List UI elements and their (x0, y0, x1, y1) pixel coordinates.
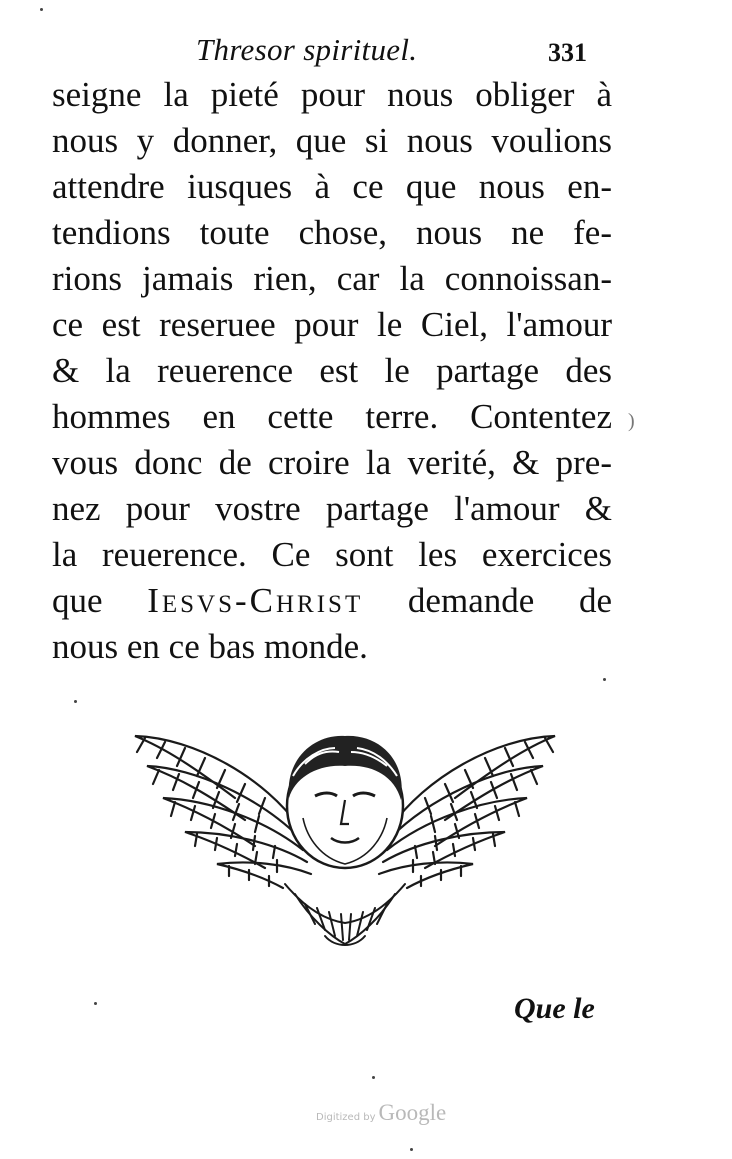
text-line: ce est reseruee pour le Ciel, l'amour (52, 305, 612, 344)
ink-speck (603, 678, 606, 681)
text-line-with-name (52, 578, 612, 624)
digitized-watermark (316, 1100, 446, 1126)
margin-mark: ) (628, 410, 635, 432)
text-fragment: demande de (363, 581, 612, 620)
watermark-brand: Google (378, 1100, 447, 1125)
text-line: attendre iusques à ce que nous en- (52, 167, 612, 206)
watermark-prefix: Digitized by (316, 1112, 376, 1123)
page-header (0, 28, 732, 68)
text-line-final: nous en ce bas monde. (52, 627, 368, 666)
text-line: nous y donner, que si nous voulions (52, 121, 612, 160)
text-line: tendions toute chose, nous ne fe- (52, 213, 612, 252)
catchword: Que le (514, 992, 595, 1025)
ink-speck (410, 1148, 413, 1151)
page-number: 331 (548, 38, 587, 67)
name-jesus-christ: Iesvs-Christ (147, 581, 364, 620)
text-line: hommes en cette terre. Contentez (52, 397, 612, 436)
ink-speck (74, 700, 77, 703)
text-line: la reuerence. Ce sont les exercices (52, 535, 612, 574)
cherub-head (287, 736, 403, 868)
text-line: rions jamais rien, car la connoissan- (52, 259, 612, 298)
ink-speck (372, 1076, 375, 1079)
right-wing (379, 736, 555, 888)
text-line: seigne la pieté pour nous obliger à (52, 75, 612, 114)
text-line: vous donc de croire la verité, & pre- (52, 443, 612, 482)
text-line: & la reuerence est le partage des (52, 351, 612, 390)
left-wing (135, 736, 311, 888)
feather-cluster (285, 884, 405, 945)
ink-speck (94, 1002, 97, 1005)
body-text (52, 72, 612, 670)
text-fragment: que (52, 581, 148, 620)
running-title: Thresor spirituel. (196, 32, 418, 67)
text-line: nez pour vostre partage l'amour & (52, 489, 612, 528)
ink-speck (40, 8, 43, 11)
winged-cherub-head-icon (125, 708, 565, 958)
